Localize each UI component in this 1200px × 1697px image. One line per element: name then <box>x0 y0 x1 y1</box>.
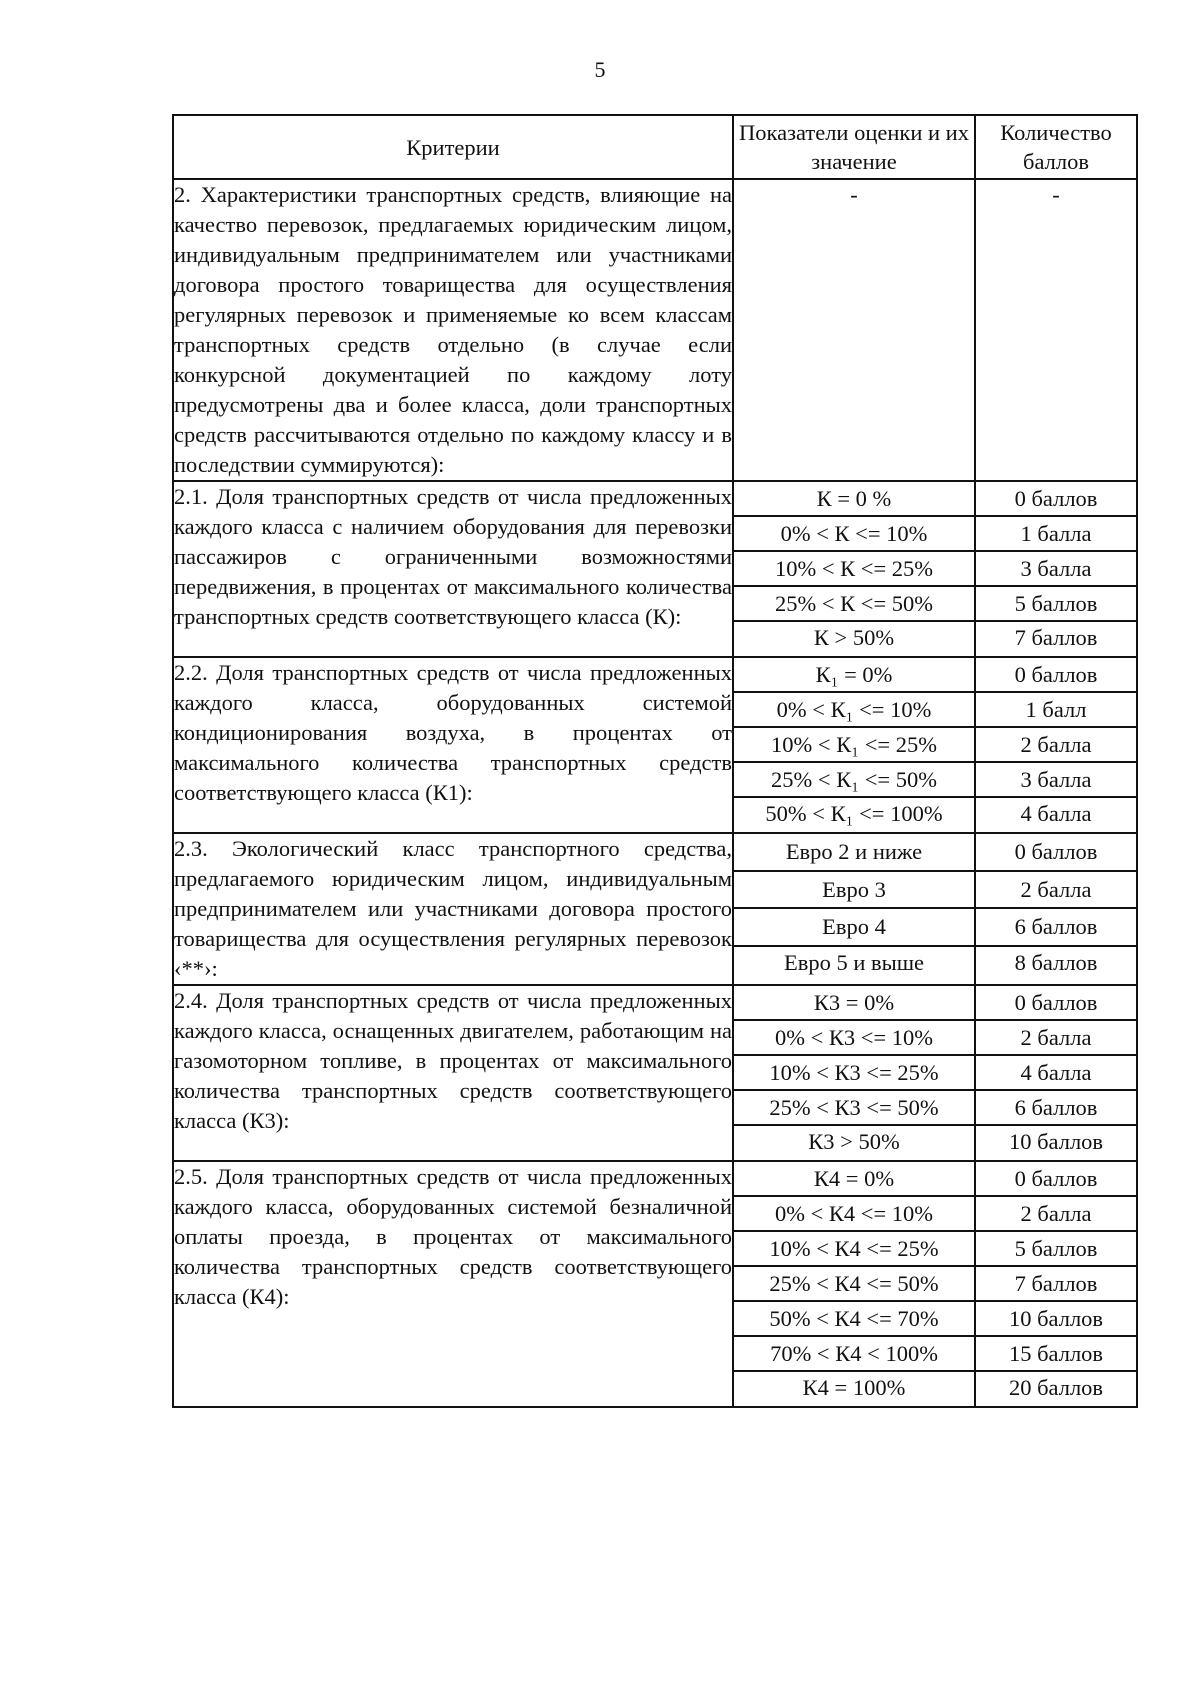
points-value: 3 балла <box>975 762 1137 797</box>
indicator-value: 10% < К3 <= 25% <box>733 1055 975 1090</box>
points-value: 2 балла <box>975 871 1137 909</box>
criteria-text-4: 2.4. Доля транспортных средств от числа предложенных каждого класса, оснащенных двигателем, работающим на газомоторном топливе, в процентах от максимального количества транспортных средств соответствующего класса (К3): <box>173 985 733 1161</box>
points-value: 6 баллов <box>975 1090 1137 1125</box>
header-criteria: Критерии <box>173 115 733 179</box>
indicator-value: К > 50% <box>733 621 975 657</box>
points-value: 7 баллов <box>975 1266 1137 1301</box>
points-value: 0 баллов <box>975 833 1137 871</box>
indicator-value: 50% < К4 <= 70% <box>733 1301 975 1336</box>
indicator-value: 25% < К3 <= 50% <box>733 1090 975 1125</box>
indicator-value: Евро 4 <box>733 908 975 946</box>
table-row <box>173 481 1137 516</box>
indicator-value: К₁ = 0% <box>733 657 975 692</box>
indicator-value: 10% < К4 <= 25% <box>733 1231 975 1266</box>
indicator-value: 70% < К4 < 100% <box>733 1336 975 1371</box>
indicator-value: К3 > 50% <box>733 1125 975 1161</box>
points-value: 2 балла <box>975 1196 1137 1231</box>
intro-row <box>173 179 1137 481</box>
indicator-value: 0% < К₁ <= 10% <box>733 692 975 727</box>
indicator-value: 0% < К4 <= 10% <box>733 1196 975 1231</box>
indicator-value: К3 = 0% <box>733 985 975 1020</box>
indicator-value: 10% < К <= 25% <box>733 551 975 586</box>
header-points: Количество баллов <box>975 115 1137 179</box>
points-value: 2 балла <box>975 727 1137 762</box>
indicator-value: Евро 2 и ниже <box>733 833 975 871</box>
table-row <box>173 1161 1137 1196</box>
points-value: 1 балла <box>975 516 1137 551</box>
indicator-value: 25% < К <= 50% <box>733 586 975 621</box>
indicator-value: 10% < К₁ <= 25% <box>733 727 975 762</box>
indicator-value: К4 = 0% <box>733 1161 975 1196</box>
points-value: 8 баллов <box>975 946 1137 985</box>
points-value: 7 баллов <box>975 621 1137 657</box>
points-value: 10 баллов <box>975 1125 1137 1161</box>
points-value: 5 баллов <box>975 586 1137 621</box>
points-value: 4 балла <box>975 1055 1137 1090</box>
indicator-value: 0% < К3 <= 10% <box>733 1020 975 1055</box>
table-header-row <box>173 115 1137 179</box>
points-value: 15 баллов <box>975 1336 1137 1371</box>
points-value: 5 баллов <box>975 1231 1137 1266</box>
criteria-text-2: 2.2. Доля транспортных средств от числа предложенных каждого класса, оборудованных системой кондиционирования воздуха, в процентах от максимального количества транспортных средств соответствующего класса (К1): <box>173 657 733 833</box>
header-indicators: Показатели оценки и их значение <box>733 115 975 179</box>
table-row <box>173 657 1137 692</box>
points-value: 0 баллов <box>975 657 1137 692</box>
points-value: 3 балла <box>975 551 1137 586</box>
table-row <box>173 985 1137 1020</box>
page-number: 5 <box>594 57 606 82</box>
indicator-value: К = 0 % <box>733 481 975 516</box>
indicator-value: 25% < К₁ <= 50% <box>733 762 975 797</box>
points-value: 10 баллов <box>975 1301 1137 1336</box>
criteria-text-3: 2.3. Экологический класс транспортного средства, предлагаемого юридическим лицом, индивидуальным предпринимателем или участниками договора простого товарищества для осуществления регулярных перевозок ‹**›: <box>173 833 733 985</box>
points-value: 2 балла <box>975 1020 1137 1055</box>
intro-indicator: - <box>733 179 975 481</box>
criteria-text-5: 2.5. Доля транспортных средств от числа предложенных каждого класса, оборудованных системой безналичной оплаты проезда, в процентах от максимального количества транспортных средств соответствующего класса (К4): <box>173 1161 733 1407</box>
criteria-text-1: 2.1. Доля транспортных средств от числа предложенных каждого класса с наличием оборудования для перевозки пассажиров с ограниченными возможностями передвижения, в процентах от максимального количества транспортных средств соответствующего класса (К): <box>173 481 733 657</box>
criteria-table <box>172 114 1138 1408</box>
points-value: 6 баллов <box>975 908 1137 946</box>
indicator-value: 25% < К4 <= 50% <box>733 1266 975 1301</box>
points-value: 0 баллов <box>975 985 1137 1020</box>
intro-points: - <box>975 179 1137 481</box>
table-row <box>173 833 1137 871</box>
indicator-value: Евро 3 <box>733 871 975 909</box>
indicator-value: 50% < К₁ <= 100% <box>733 797 975 833</box>
points-value: 0 баллов <box>975 481 1137 516</box>
points-value: 20 баллов <box>975 1371 1137 1407</box>
points-value: 1 балл <box>975 692 1137 727</box>
points-value: 0 баллов <box>975 1161 1137 1196</box>
indicator-value: Евро 5 и выше <box>733 946 975 985</box>
points-value: 4 балла <box>975 797 1137 833</box>
intro-criteria-text: 2. Характеристики транспортных средств, влияющие на качество перевозок, предлагаемых юридическим лицом, индивидуальным предпринимателем или участниками договора простого товарищества для осуществления регулярных перевозок и применяемые ко всем классам транспортных средств отдельно (в случае если конкурсной документацией по каждому лоту предусмотрены два и более класса, доли транспортных средств рассчитываются отдельно по каждому классу и в последствии суммируются): <box>173 179 733 481</box>
indicator-value: 0% < К <= 10% <box>733 516 975 551</box>
indicator-value: К4 = 100% <box>733 1371 975 1407</box>
